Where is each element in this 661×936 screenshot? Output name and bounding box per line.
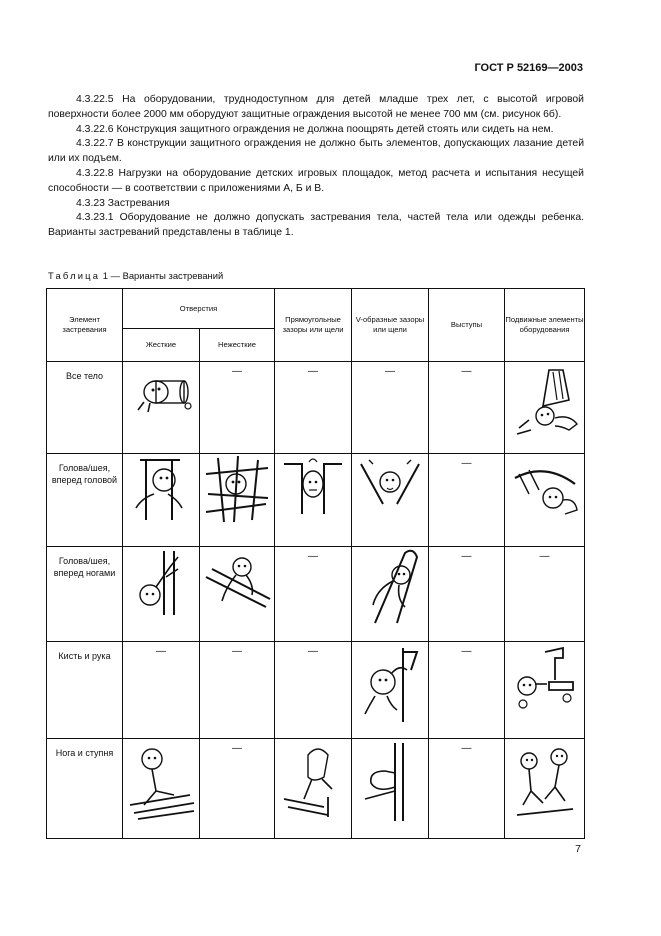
paragraph-4-3-22-6: 4.3.22.6 Конструкция защитного ограждения не должна поощрять детей стоять или сидеть на нем.	[76, 123, 554, 135]
paragraph-4-3-23-1: 4.3.23.1 Оборудование не должно допускать застревания тела, частей тела или одежды ребенка. Варианты застреваний представлены в таблице 1.	[48, 212, 584, 239]
standard-number: ГОСТ Р 52169—2003	[474, 62, 583, 74]
empty-dash: —	[461, 551, 472, 562]
head-in-net-illustration	[202, 454, 272, 526]
empty-dash: —	[308, 646, 319, 657]
leg-in-rect-gap-illustration	[278, 739, 348, 823]
empty-dash: —	[461, 646, 472, 657]
foot-in-v-gap-illustration	[355, 739, 425, 823]
table-row	[47, 642, 585, 739]
table-row	[47, 362, 585, 454]
cell-illustration	[505, 362, 585, 454]
feet-first-rigid-illustration	[126, 547, 196, 619]
cell-illustration	[123, 362, 200, 454]
feet-first-nonrigid-illustration	[202, 547, 272, 619]
row-label: Голова/шея, вперед головой	[47, 454, 123, 547]
header-protrusions: Выступы	[429, 289, 505, 362]
leg-in-moving-part-illustration	[509, 739, 581, 823]
child-in-pipe-illustration	[126, 362, 196, 422]
cell-illustration	[123, 454, 200, 547]
hand-in-v-gap-illustration	[355, 642, 425, 724]
empty-dash: —	[232, 366, 242, 377]
entrapment-table	[46, 288, 585, 839]
empty-dash: —	[232, 743, 242, 754]
empty-dash: —	[461, 743, 472, 754]
paragraph-4-3-22-7: 4.3.22.7 В конструкции защитного ограждения не должно быть элементов, допускающих лазание детей или их подъем.	[48, 138, 584, 165]
header-moving-parts: Подвижные элементы оборудования	[505, 289, 585, 362]
head-under-swing-illustration	[509, 454, 581, 526]
header-nonrigid: Нежесткие	[200, 329, 275, 362]
table-row	[47, 547, 585, 642]
hand-in-moving-part-illustration	[509, 642, 581, 714]
feet-first-v-gap-illustration	[355, 547, 425, 627]
cell-illustration	[505, 454, 585, 547]
row-label: Все тело	[47, 362, 123, 454]
empty-dash: —	[461, 458, 472, 469]
cell-illustration	[352, 454, 429, 547]
head-in-v-gap-illustration	[355, 454, 425, 526]
paragraph-4-3-23: 4.3.23 Застревания	[76, 197, 170, 209]
cell-illustration	[123, 547, 200, 642]
head-in-rigid-bars-illustration	[126, 454, 196, 526]
cell-illustration	[352, 547, 429, 642]
empty-dash: —	[308, 551, 319, 562]
cell-illustration	[200, 454, 275, 547]
cell-illustration	[352, 739, 429, 839]
header-rect-gaps: Прямоугольные зазоры или щели	[275, 289, 352, 362]
header-openings: Отверстия	[123, 289, 275, 329]
empty-dash: —	[385, 366, 396, 377]
cell-illustration	[275, 454, 352, 547]
cell-illustration	[123, 739, 200, 839]
row-label: Кисть и рука	[47, 642, 123, 739]
leg-in-rigid-opening-illustration	[126, 739, 196, 823]
empty-dash: —	[156, 646, 166, 657]
row-label: Нога и ступня	[47, 739, 123, 839]
empty-dash: —	[308, 366, 319, 377]
cell-illustration	[275, 739, 352, 839]
header-element: Элемент застревания	[47, 289, 123, 362]
table-row	[47, 739, 585, 839]
head-in-rect-gap-illustration	[278, 454, 348, 526]
table-caption-text: 1 — Варианты застреваний	[102, 270, 224, 281]
header-rigid: Жесткие	[123, 329, 200, 362]
empty-dash: —	[461, 366, 472, 377]
cell-illustration	[505, 642, 585, 739]
page-number: 7	[575, 843, 581, 855]
cell-illustration	[505, 739, 585, 839]
paragraph-4-3-22-5: 4.3.22.5 На оборудовании, труднодоступном для детей младше трех лет, с высотой игровой поверхности более 2000 мм оборудуют защитные ограждения высотой не менее 700 мм (см. рисунок 6б).	[48, 94, 584, 120]
table-row	[47, 454, 585, 547]
empty-dash: —	[232, 646, 242, 657]
header-v-gaps: V-образные зазоры или щели	[352, 289, 429, 362]
cell-illustration	[352, 642, 429, 739]
child-under-rocker-illustration	[509, 362, 581, 442]
table-caption	[48, 270, 223, 281]
row-label: Голова/шея, вперед ногами	[47, 547, 123, 642]
table-caption-label: Таблица	[48, 270, 101, 281]
body-text	[48, 93, 584, 241]
empty-dash: —	[539, 551, 550, 562]
cell-illustration	[200, 547, 275, 642]
paragraph-4-3-22-8: 4.3.22.8 Нагрузки на оборудование детских игровых площадок, метод расчета и испытания несущей способности — в соответствии с приложениями А, Б и В.	[48, 167, 584, 194]
